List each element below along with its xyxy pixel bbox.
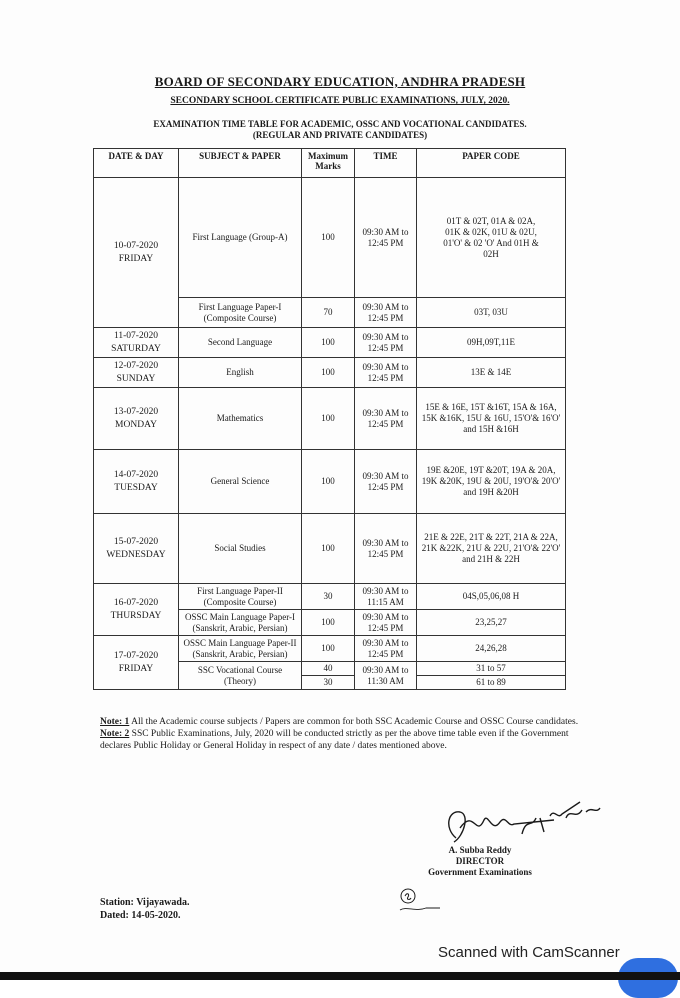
scanner-watermark: Scanned with CamScanner — [438, 944, 620, 961]
col-header-marks: Maximum Marks — [302, 149, 355, 178]
date: 15-07-2020 — [113, 536, 159, 547]
marks-cell: 70 — [302, 298, 355, 328]
date-cell — [94, 450, 179, 514]
timetable-subtitle: (REGULAR AND PRIVATE CANDIDATES) — [252, 130, 428, 140]
code-cell: 31 to 57 — [417, 662, 566, 676]
code-cell: 01T & 02T, 01A & 02A, 01K & 02K, 01U & 02U, 01'O' & 02 'O' And 01H & 02H — [417, 178, 566, 298]
signatory-name: A. Subba Reddy — [448, 845, 512, 855]
subject-cell: Mathematics — [179, 388, 302, 450]
date-cell — [94, 636, 179, 690]
station: Station: Vijayawada. — [100, 897, 190, 908]
board-title: BOARD OF SECONDARY EDUCATION, ANDHRA PRADESH — [154, 74, 526, 89]
day: MONDAY — [115, 419, 157, 430]
code-cell: 13E & 14E — [417, 358, 566, 388]
col-header-subject: SUBJECT & PAPER — [179, 149, 302, 178]
day: THURSDAY — [110, 610, 162, 621]
subject-cell: General Science — [179, 450, 302, 514]
time-cell: 09:30 AM to 11:30 AM — [355, 662, 417, 690]
time-cell: 09:30 AM to 12:45 PM — [355, 636, 417, 662]
exam-title: SECONDARY SCHOOL CERTIFICATE PUBLIC EXAMINATIONS, JULY, 2020. — [170, 96, 510, 106]
day: TUESDAY — [114, 482, 158, 493]
day: WEDNESDAY — [106, 549, 166, 560]
marks-cell: 100 — [302, 450, 355, 514]
marks-cell: 30 — [302, 676, 355, 690]
date: 17-07-2020 — [113, 650, 159, 661]
station-block — [100, 896, 189, 922]
code-cell: 21E & 22E, 21T & 22T, 21A & 22A, 21K &22K, 21U & 22U, 21'O'& 22'O' and 21H & 22H — [417, 514, 566, 584]
day: SATURDAY — [111, 343, 161, 354]
marks-cell: 100 — [302, 514, 355, 584]
time-cell: 09:30 AM to 12:45 PM — [355, 450, 417, 514]
subject-cell: First Language (Group-A) — [179, 178, 302, 298]
col-header-date: DATE & DAY — [94, 149, 179, 178]
time-cell: 09:30 AM to 12:45 PM — [355, 298, 417, 328]
day: SUNDAY — [116, 373, 156, 384]
marks-cell: 40 — [302, 662, 355, 676]
subject-cell: SSC Vocational Course (Theory) — [179, 662, 302, 690]
timetable-title: EXAMINATION TIME TABLE FOR ACADEMIC, OSSC AND VOCATIONAL CANDIDATES. — [153, 119, 527, 129]
date-cell — [94, 328, 179, 358]
date: 16-07-2020 — [113, 597, 159, 608]
subject-cell: English — [179, 358, 302, 388]
time-cell: 09:30 AM to 12:45 PM — [355, 610, 417, 636]
marks-cell: 100 — [302, 388, 355, 450]
code-cell: 15E & 16E, 15T &16T, 15A & 16A, 15K &16K, 15U & 16U, 15'O'& 16'O' and 15H &16H — [417, 388, 566, 450]
code-cell: 03T, 03U — [417, 298, 566, 328]
code-cell: 09H,09T,11E — [417, 328, 566, 358]
table-row — [94, 178, 566, 298]
date: 12-07-2020 — [113, 360, 159, 371]
subject-cell: First Language Paper-I (Composite Course) — [179, 298, 302, 328]
time-cell: 09:30 AM to 12:45 PM — [355, 358, 417, 388]
date-cell — [94, 584, 179, 636]
code-cell: 04S,05,06,08 H — [417, 584, 566, 610]
note-2-label: Note: 2 — [100, 729, 130, 739]
marks-cell: 100 — [302, 178, 355, 298]
note-1 — [100, 716, 580, 728]
code-cell: 61 to 89 — [417, 676, 566, 690]
date: 14-07-2020 — [113, 469, 159, 480]
note-1-label: Note: 1 — [100, 717, 130, 727]
code-cell: 19E &20E, 19T &20T, 19A & 20A, 19K &20K, 19U & 20U, 19'O'& 20'O' and 19H &20H — [417, 450, 566, 514]
time-cell: 09:30 AM to 12:45 PM — [355, 178, 417, 298]
marks-cell: 100 — [302, 610, 355, 636]
date-cell — [94, 388, 179, 450]
time-cell: 09:30 AM to 12:45 PM — [355, 388, 417, 450]
signatory-designation: DIRECTOR — [455, 856, 505, 866]
note-1-text: All the Academic course subjects / Papers are common for both SSC Academic Course and OSSC Course candidates. — [129, 717, 579, 727]
subject-cell: OSSC Main Language Paper-II (Sanskrit, Arabic, Persian) — [179, 636, 302, 662]
table-row — [94, 358, 566, 388]
table-row — [94, 584, 566, 610]
time-cell: 09:30 AM to 12:45 PM — [355, 514, 417, 584]
table-row — [94, 514, 566, 584]
day: FRIDAY — [118, 253, 154, 264]
marks-cell: 100 — [302, 358, 355, 388]
day: FRIDAY — [118, 663, 154, 674]
table-row — [94, 636, 566, 662]
col-header-code: PAPER CODE — [417, 149, 566, 178]
subject-cell: Second Language — [179, 328, 302, 358]
code-cell: 24,26,28 — [417, 636, 566, 662]
marks-cell: 100 — [302, 328, 355, 358]
note-2-text: SSC Public Examinations, July, 2020 will be conducted strictly as per the above time table even if the Government declares Public Holiday or General Holiday in respect of any date / dates mentioned above. — [100, 729, 569, 751]
note-2 — [100, 728, 580, 752]
date: 11-07-2020 — [114, 330, 158, 341]
subject-cell: OSSC Main Language Paper-I (Sanskrit, Arabic, Persian) — [179, 610, 302, 636]
table-row — [94, 328, 566, 358]
dated: Dated: 14-05-2020. — [100, 910, 181, 921]
bottom-bar — [0, 972, 680, 980]
date-cell — [94, 358, 179, 388]
time-cell: 09:30 AM to 12:45 PM — [355, 328, 417, 358]
code-cell: 23,25,27 — [417, 610, 566, 636]
timetable — [93, 148, 566, 690]
time-cell: 09:30 AM to 11:15 AM — [355, 584, 417, 610]
notes-block — [100, 716, 580, 752]
table-row — [94, 388, 566, 450]
table-row — [94, 450, 566, 514]
initial-stamp — [396, 886, 446, 916]
date-cell — [94, 514, 179, 584]
date: 10-07-2020 — [113, 240, 159, 251]
signatory-office: Government Examinations — [428, 867, 532, 877]
date: 13-07-2020 — [113, 406, 159, 417]
col-header-time: TIME — [355, 149, 417, 178]
subject-cell: Social Studies — [179, 514, 302, 584]
subject-cell: First Language Paper-II (Composite Course) — [179, 584, 302, 610]
date-cell — [94, 178, 179, 328]
signatory-block — [405, 845, 555, 878]
marks-cell: 30 — [302, 584, 355, 610]
marks-cell: 100 — [302, 636, 355, 662]
table-header-row — [94, 149, 566, 178]
